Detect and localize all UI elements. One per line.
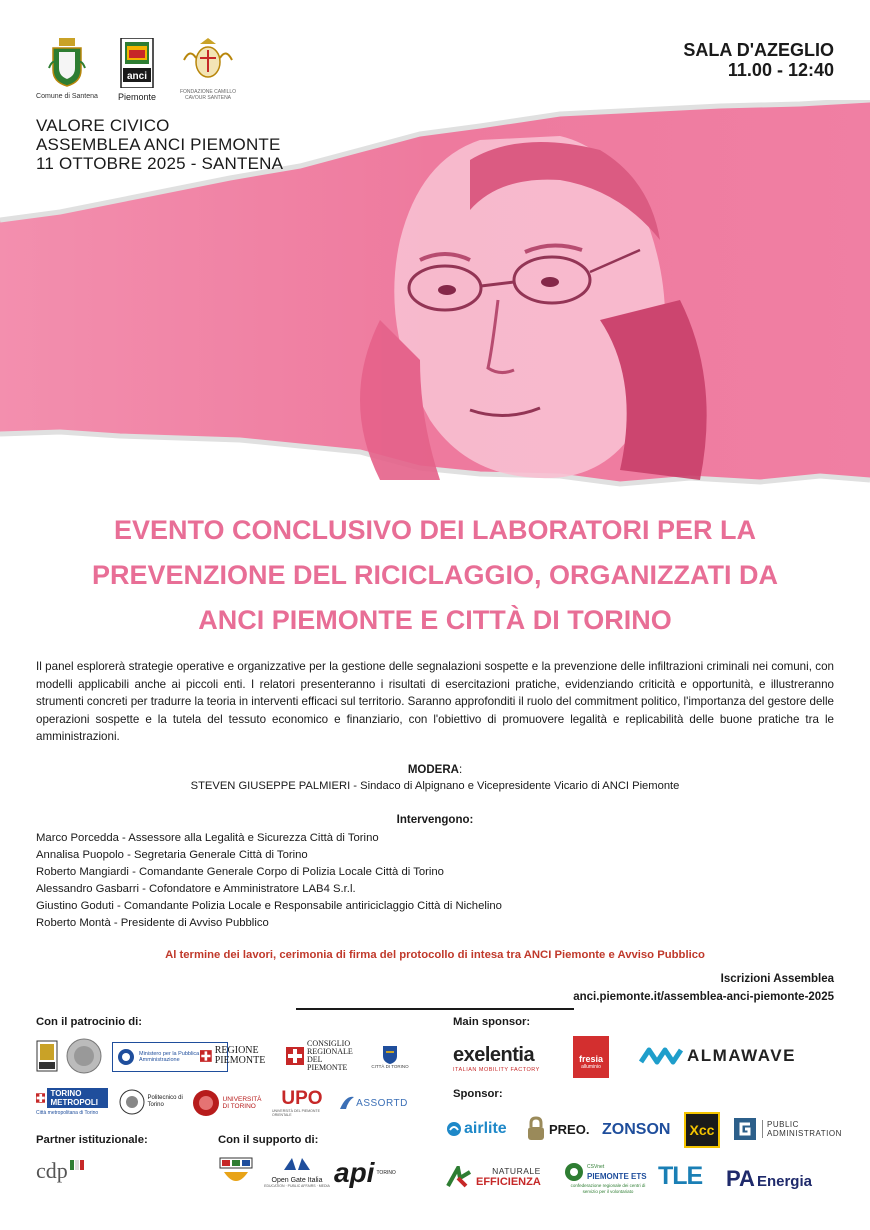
moderator-text: STEVEN GIUSEPPE PALMIERI - Sindaco di Alpignano e Vicepresidente Vicario di ANCI Piemonte (190, 780, 680, 792)
event-description: Il panel esplorerà strategie operative e organizzative per la gestione delle segnalazioni sospette e la prevenzione delle infiltrazioni criminali nei comuni, con modelli applicabili anche ai piccoli enti. I relatori presenteranno i risultati di esercitazioni pratiche, evidenziando criticità e opportunità, e illustreranno strumenti concreti per tradurre la teoria in interventi efficaci sul territorio. Saranno approfonditi il ruolo del commitment politico, l'importanza del gestore delle operazioni sospette e la tutela del tessuto economico e finanziario, con l'obiettivo di promuovere legalità e replicabilità delle buone pratiche tra le amministrazioni. (36, 660, 834, 743)
sponsor-row-1 (446, 1112, 842, 1152)
preo-logo: PREO. (526, 1116, 589, 1142)
title-line-3: 11 OTTOBRE 2025 - SANTENA (36, 154, 284, 173)
regione-piemonte-logo: REGIONE PIEMONTE (200, 1042, 278, 1070)
csvnet-piemonte-logo: CSVnet PIEMONTE ETS confederazione regionale dei centri di servizio per il volontariato (564, 1162, 652, 1194)
anv-logo-icon (218, 1156, 254, 1190)
header-logos (36, 38, 246, 108)
moderator-heading: MODERA: (407, 764, 463, 776)
patronage-logos (36, 1038, 416, 1118)
moderator-label: MODERA (407, 764, 459, 776)
zonson-logo: ZONSON (602, 1121, 671, 1138)
event-time: 11.00 - 12:40 (727, 60, 834, 80)
padlock-icon (526, 1116, 546, 1142)
santena-caption: Comune di Santena (36, 93, 98, 100)
unito-seal-icon (192, 1089, 220, 1117)
sponsor-label: Sponsor: (453, 1088, 503, 1100)
ministero-emblem-icon (117, 1048, 135, 1066)
anci-piemonte-logo (112, 38, 162, 102)
fondazione-cavour-crest (176, 38, 240, 101)
speaker-item: Annalisa Puopolo - Segretaria Generale Città di Torino (36, 849, 308, 861)
consiglio-regionale-logo: CONSIGLIO REGIONALE DEL PIEMONTE (286, 1040, 366, 1072)
italy-flag-icon (70, 1160, 84, 1170)
unito-logo: UNIVERSITÀ DI TORINO (190, 1088, 264, 1118)
almawave-wave-icon (639, 1046, 683, 1066)
venue-name: SALA D'AZEGLIO (683, 40, 834, 60)
venue-time (683, 40, 834, 80)
airlite-logo: airlite (446, 1120, 507, 1138)
speaker-item: Giustino Goduti - Comandante Polizia Locale e Responsabile antiriciclaggio Città di Nichelino (36, 900, 502, 912)
support-label: Con il supporto di: (218, 1134, 319, 1146)
citta-torino-logo: CITTÀ DI TORINO (370, 1038, 410, 1074)
naturale-efficienza-logo: NATURALE EFFICIENZA (446, 1166, 541, 1188)
open-gate-icon (282, 1156, 312, 1172)
assortd-logo: ASSORTD (336, 1092, 410, 1114)
regione-shield-icon (200, 1047, 212, 1065)
partner-label: Partner istituzionale: (36, 1134, 148, 1146)
consiglio-shield-icon (286, 1047, 304, 1065)
upo-logo: UPO UNIVERSITÀ DEL PIEMONTE ORIENTALE (272, 1088, 323, 1117)
speakers-heading: Intervengono: (396, 814, 474, 826)
event-title-block (36, 116, 283, 173)
fresia-logo: fresia alluminio (573, 1036, 609, 1078)
speaker-item: Alessandro Gasbarri - Cofondatore e Amministratore LAB4 S.r.l. (36, 883, 356, 895)
santena-crest-icon (47, 38, 87, 88)
g-mark-icon (734, 1118, 756, 1140)
speaker-item: Roberto Montà - Presidente di Avviso Pubblico (36, 917, 269, 929)
headline-line-1: EVENTO CONCLUSIVO DEI LABORATORI PER LA (113, 515, 757, 545)
cavour-caption: FONDAZIONE CAMILLO CAVOUR SANTENA (179, 89, 237, 101)
title-line-2: ASSEMBLEA ANCI PIEMONTE (36, 135, 281, 154)
cdp-logo: cdp (36, 1156, 84, 1186)
registration-link[interactable]: anci.piemonte.it/assemblea-anci-piemonte-2025 (573, 991, 834, 1003)
sponsor-row-2 (446, 1160, 836, 1200)
registration-block (573, 970, 834, 1006)
main-sponsor-label: Main sponsor: (453, 1016, 531, 1028)
seal-republic-icon (64, 1038, 104, 1074)
xcc-logo: Xcc (684, 1112, 720, 1148)
speaker-item: Roberto Mangiardi - Comandante Generale Corpo di Polizia Locale Città di Torino (36, 866, 444, 878)
torino-crest-icon (382, 1044, 398, 1064)
comune-santena-crest (36, 38, 98, 100)
divider-rule (296, 1008, 574, 1010)
naturale-leaf-icon (446, 1166, 472, 1188)
anci-caption: Piemonte (117, 92, 157, 102)
ministero-pa-logo: Ministero per la Pubblica Amministrazione (112, 1042, 228, 1072)
anci-small-icon (36, 1040, 58, 1072)
open-gate-logo: Open Gate Italia EDUCATION · PUBLIC AFFAIRS · MEDIA (262, 1156, 332, 1188)
support-logos (218, 1154, 418, 1194)
speakers-list (36, 830, 502, 932)
headline-line-3: ANCI PIEMONTE E CITTÀ DI TORINO (198, 605, 672, 635)
g-public-administration-logo: PUBLIC ADMINISTRATION (734, 1118, 842, 1140)
event-headline (0, 508, 870, 643)
exelentia-logo: exelentia ITALIAN MOBILITY FACTORY (453, 1044, 540, 1073)
politecnico-torino-logo: Politecnico di Torino (116, 1088, 186, 1116)
tle-logo: TLE (658, 1162, 703, 1190)
api-torino-logo: api TORINO (334, 1157, 396, 1188)
torino-metropoli-logo: TORINO METROPOLI Città metropolitana di Torino (36, 1088, 108, 1116)
title-line-1: VALORE CIVICO (36, 116, 170, 135)
anci-mark: anci (126, 71, 147, 82)
main-sponsor-logos (453, 1036, 835, 1082)
speaker-item: Marco Porcedda - Assessore alla Legalità e Sicurezza Città di Torino (36, 832, 379, 844)
assortd-wing-icon (338, 1095, 356, 1111)
headline-line-2: PREVENZIONE DEL RICICLAGGIO, ORGANIZZATI DA (91, 560, 779, 590)
pa-energia-logo: PA Energia (726, 1166, 812, 1191)
metropoli-cross-icon (36, 1091, 45, 1105)
politecnico-seal-icon (119, 1089, 145, 1115)
cavour-crest-icon (182, 38, 234, 84)
airlite-icon (446, 1121, 462, 1137)
csv-flower-icon (564, 1162, 584, 1182)
registration-label: Iscrizioni Assemblea (720, 973, 834, 985)
patronage-label: Con il patrocinio di: (36, 1016, 143, 1028)
almawave-logo: ALMAWAVE (639, 1046, 796, 1066)
closing-ceremony: Al termine dei lavori, cerimonia di firma del protocollo di intesa tra ANCI Piemonte e Avviso Pubblico (165, 949, 705, 961)
